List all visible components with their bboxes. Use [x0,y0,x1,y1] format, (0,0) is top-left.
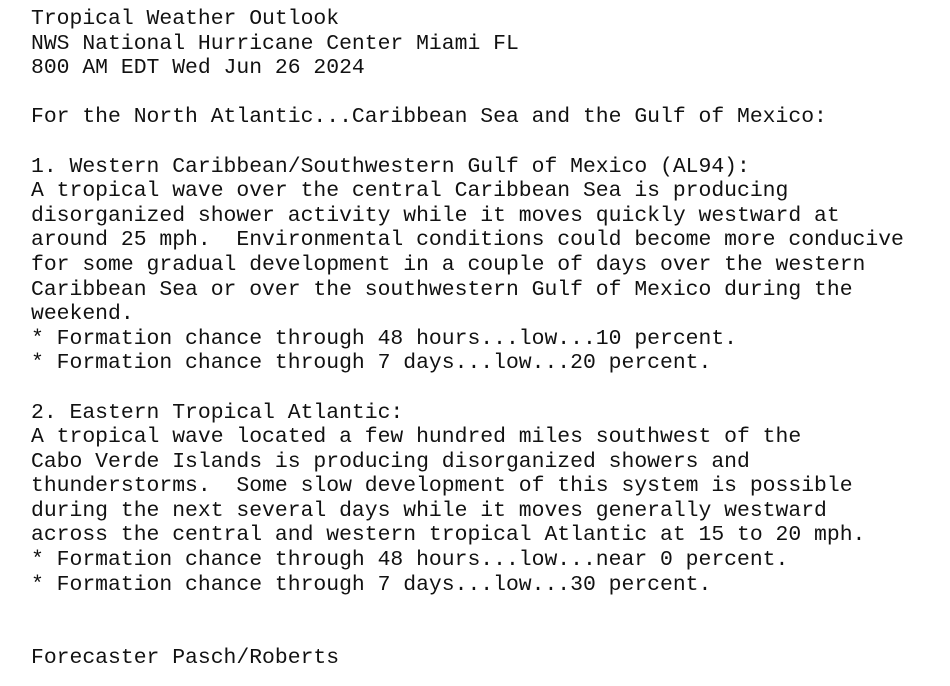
blank-line [31,376,931,401]
system-1-chance-48h: * Formation chance through 48 hours...low...10 percent. [31,326,738,351]
system-1-text-line: A tropical wave over the central Caribbean Sea is producing [31,179,789,204]
blank-line [31,130,931,155]
system-1-heading: 1. Western Caribbean/Southwestern Gulf of Mexico (AL94): [31,154,750,179]
system-2-chance-7d: * Formation chance through 7 days...low...30 percent. [31,572,712,597]
system-2-text-line: during the next several days while it moves generally westward [31,498,827,523]
system-1-text-line: disorganized shower activity while it moves quickly westward at [31,203,840,228]
system-2-text-line: across the central and western tropical Atlantic at 15 to 20 mph. [31,523,866,548]
system-1-text-line: Caribbean Sea or over the southwestern Gulf of Mexico during the [31,277,853,302]
blank-line [31,81,931,106]
outlook-title: Tropical Weather Outlook [31,7,340,31]
system-1-text-line: for some gradual development in a couple of days over the western [31,252,866,277]
system-1-chance-7d: * Formation chance through 7 days...low...20 percent. [31,351,712,376]
issuing-office: NWS National Hurricane Center Miami FL [31,31,519,56]
system-2-chance-48h: * Formation chance through 48 hours...low...near 0 percent. [31,548,789,573]
blank-line [31,622,931,647]
blank-line [31,597,931,622]
intro-line: For the North Atlantic...Caribbean Sea and the Gulf of Mexico: [31,105,827,130]
issue-time: 800 AM EDT Wed Jun 26 2024 [31,56,365,81]
system-1-text-line: around 25 mph. Environmental conditions could become more conducive [31,228,904,253]
outlook-text [31,7,931,671]
system-1-text-line: weekend. [31,302,134,327]
forecaster-signoff: Forecaster Pasch/Roberts [31,646,340,671]
system-2-heading: 2. Eastern Tropical Atlantic: [31,400,404,425]
system-2-text-line: Cabo Verde Islands is producing disorganized showers and [31,449,750,474]
system-2-text-line: A tropical wave located a few hundred miles southwest of the [31,425,802,450]
system-2-text-line: thunderstorms. Some slow development of this system is possible [31,474,853,499]
